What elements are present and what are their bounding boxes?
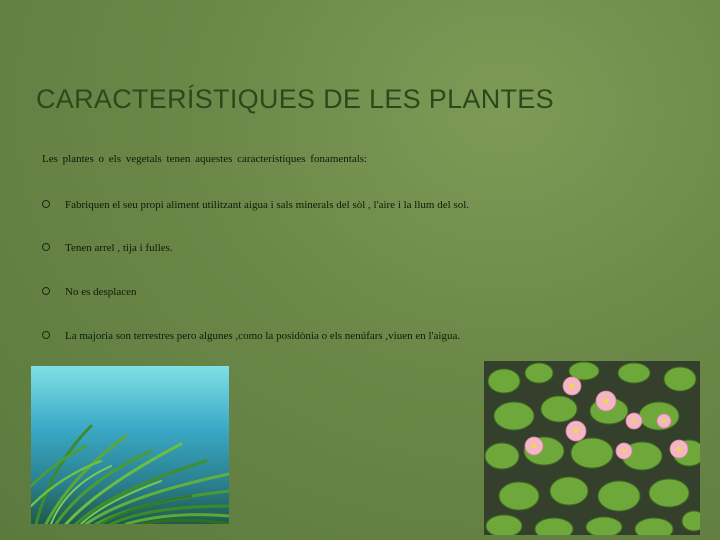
bullet-circle-icon [42, 331, 50, 339]
slide-title: CARACTERÍSTIQUES DE LES PLANTES [36, 84, 554, 114]
bullet-circle-icon [42, 287, 50, 295]
bullet-item [42, 199, 469, 211]
water-lily-illustration [484, 361, 700, 535]
bullet-text: No es desplacen [65, 286, 137, 298]
seagrass-illustration [31, 366, 229, 524]
bullet-item [42, 330, 460, 342]
bullet-circle-icon [42, 243, 50, 251]
bullet-item [42, 242, 173, 254]
seagrass-image [31, 366, 229, 524]
bullet-text: La majoria son terrestres pero algunes ,como la posidònia o els nenúfars ,viuen en l'aigua. [65, 330, 461, 342]
bullet-circle-icon [42, 200, 50, 208]
bullet-text: Fabriquen el seu propi aliment utilitzant aigua i sals minerals del sòl , l'aire i la llum del sol. [65, 199, 470, 211]
bullet-text: Tenen arrel , tija i fulles. [65, 242, 173, 254]
bullet-item [42, 286, 136, 298]
water-lily-image [484, 361, 700, 535]
intro-text: Les plantes o els vegetals tenen aquestes característiques fonamentals: [42, 153, 368, 165]
